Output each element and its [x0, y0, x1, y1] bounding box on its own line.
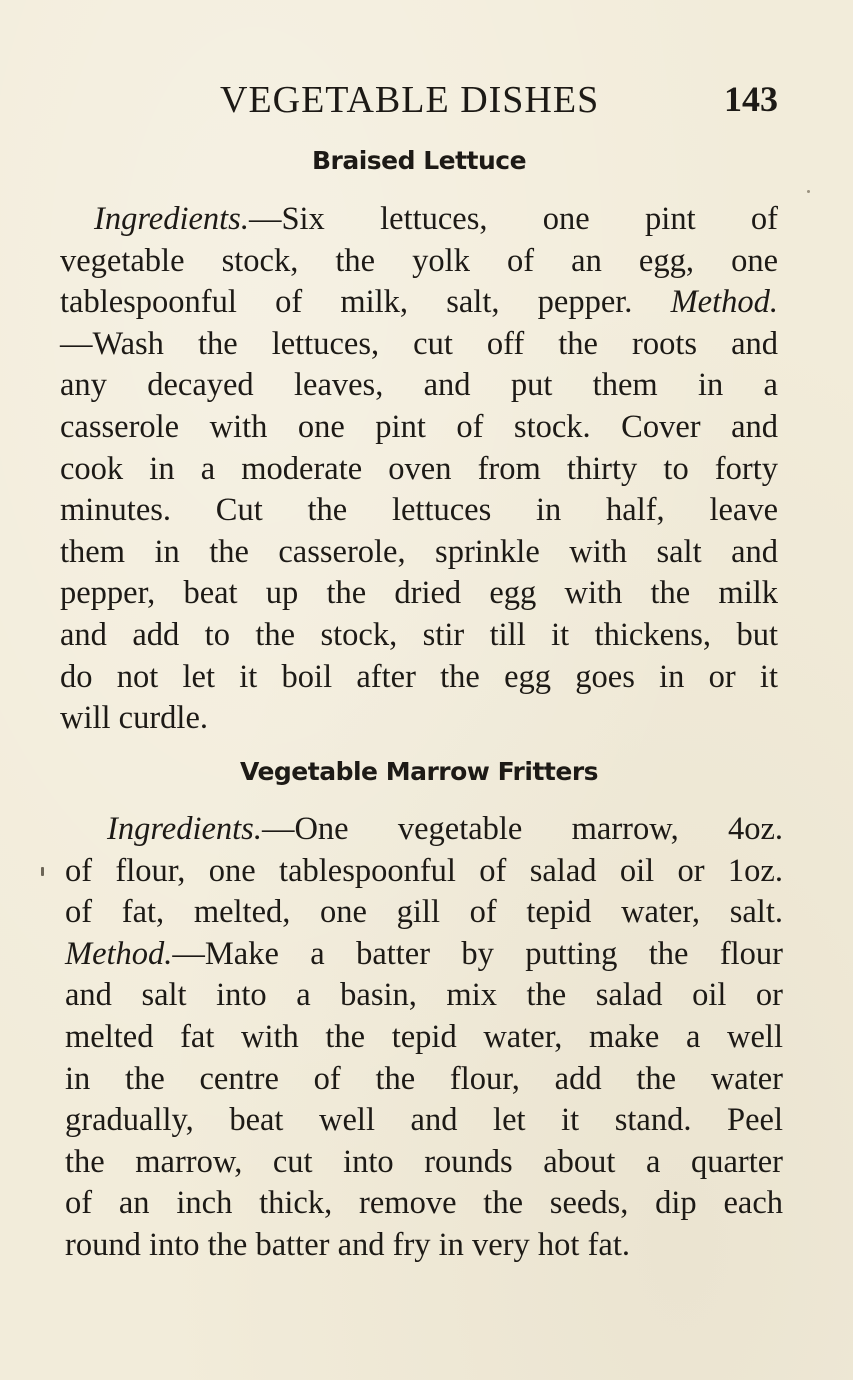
text-line	[65, 892, 783, 934]
text-segment: minutes. Cut the lettuces in half, leave	[60, 492, 778, 529]
text-segment: —Wash the lettuces, cut off the roots and	[60, 325, 778, 362]
recipe-heading-braised-lettuce: Braised Lettuce	[311, 146, 527, 175]
text-segment: melted fat with the tepid water, make a well	[65, 1018, 783, 1055]
text-segment: round into the batter and fry in very hot fat.	[65, 1226, 630, 1263]
text-line	[65, 934, 783, 976]
text-segment: them in the casserole, sprinkle with salt and	[60, 533, 778, 570]
text-segment: of an inch thick, remove the seeds, dip each	[65, 1185, 783, 1222]
paper-speck	[807, 190, 810, 193]
italic-label: Ingredients.	[107, 811, 262, 847]
paper-speck	[41, 867, 44, 876]
text-segment: pepper, beat up the dried egg with the milk	[60, 575, 778, 612]
running-head	[60, 78, 778, 122]
text-line	[60, 615, 778, 657]
page-number: 143	[724, 79, 778, 119]
text-line	[65, 809, 783, 851]
italic-label: Ingredients.	[94, 201, 249, 237]
text-segment: vegetable stock, the yolk of an egg, one	[60, 242, 778, 279]
text-segment: casserole with one pint of stock. Cover and	[60, 408, 778, 445]
recipe-heading-vegetable-marrow-fritters: Vegetable Marrow Fritters	[239, 757, 599, 786]
text-line	[60, 573, 778, 615]
text-line	[65, 851, 783, 893]
text-line	[60, 657, 778, 699]
text-line	[65, 1183, 783, 1225]
text-segment: —Make a batter by putting the flour	[172, 935, 783, 972]
text-segment: and add to the stock, stir till it thickens, but	[60, 616, 778, 653]
text-segment: will curdle.	[60, 700, 209, 737]
italic-label: Method.	[65, 935, 173, 972]
text-segment: —One vegetable marrow, 4oz.	[261, 811, 783, 847]
text-line	[65, 975, 783, 1017]
running-title: VEGETABLE DISHES	[220, 79, 600, 121]
text-segment: the marrow, cut into rounds about a quarter	[65, 1143, 783, 1180]
text-segment: tablespoonful of milk, salt, pepper.	[60, 284, 671, 321]
text-line	[60, 282, 778, 324]
text-line	[65, 1142, 783, 1184]
recipe-body-braised-lettuce	[60, 199, 778, 740]
text-segment: cook in a moderate oven from thirty to forty	[60, 450, 778, 487]
text-line	[60, 365, 778, 407]
text-segment: any decayed leaves, and put them in a	[60, 367, 778, 404]
text-segment: of fat, melted, one gill of tepid water, salt.	[65, 894, 783, 931]
text-line	[65, 1100, 783, 1142]
text-line	[65, 1225, 783, 1267]
text-segment: do not let it boil after the egg goes in or it	[60, 658, 778, 695]
italic-label: Method.	[670, 284, 778, 321]
text-line	[60, 324, 778, 366]
recipe-body-vegetable-marrow-fritters	[65, 809, 783, 1267]
text-line	[65, 1017, 783, 1059]
text-line	[60, 241, 778, 283]
text-line	[65, 1059, 783, 1101]
text-line	[60, 698, 778, 740]
text-segment: and salt into a basin, mix the salad oil or	[65, 977, 783, 1014]
text-line	[60, 532, 778, 574]
text-line	[60, 449, 778, 491]
text-segment: —Six lettuces, one pint of	[248, 201, 778, 237]
text-segment: gradually, beat well and let it stand. Peel	[65, 1102, 783, 1139]
text-line	[60, 407, 778, 449]
text-segment: in the centre of the flour, add the water	[65, 1060, 783, 1097]
text-line	[60, 490, 778, 532]
text-line	[60, 199, 778, 241]
text-segment: of flour, one tablespoonful of salad oil or 1oz.	[65, 852, 783, 889]
